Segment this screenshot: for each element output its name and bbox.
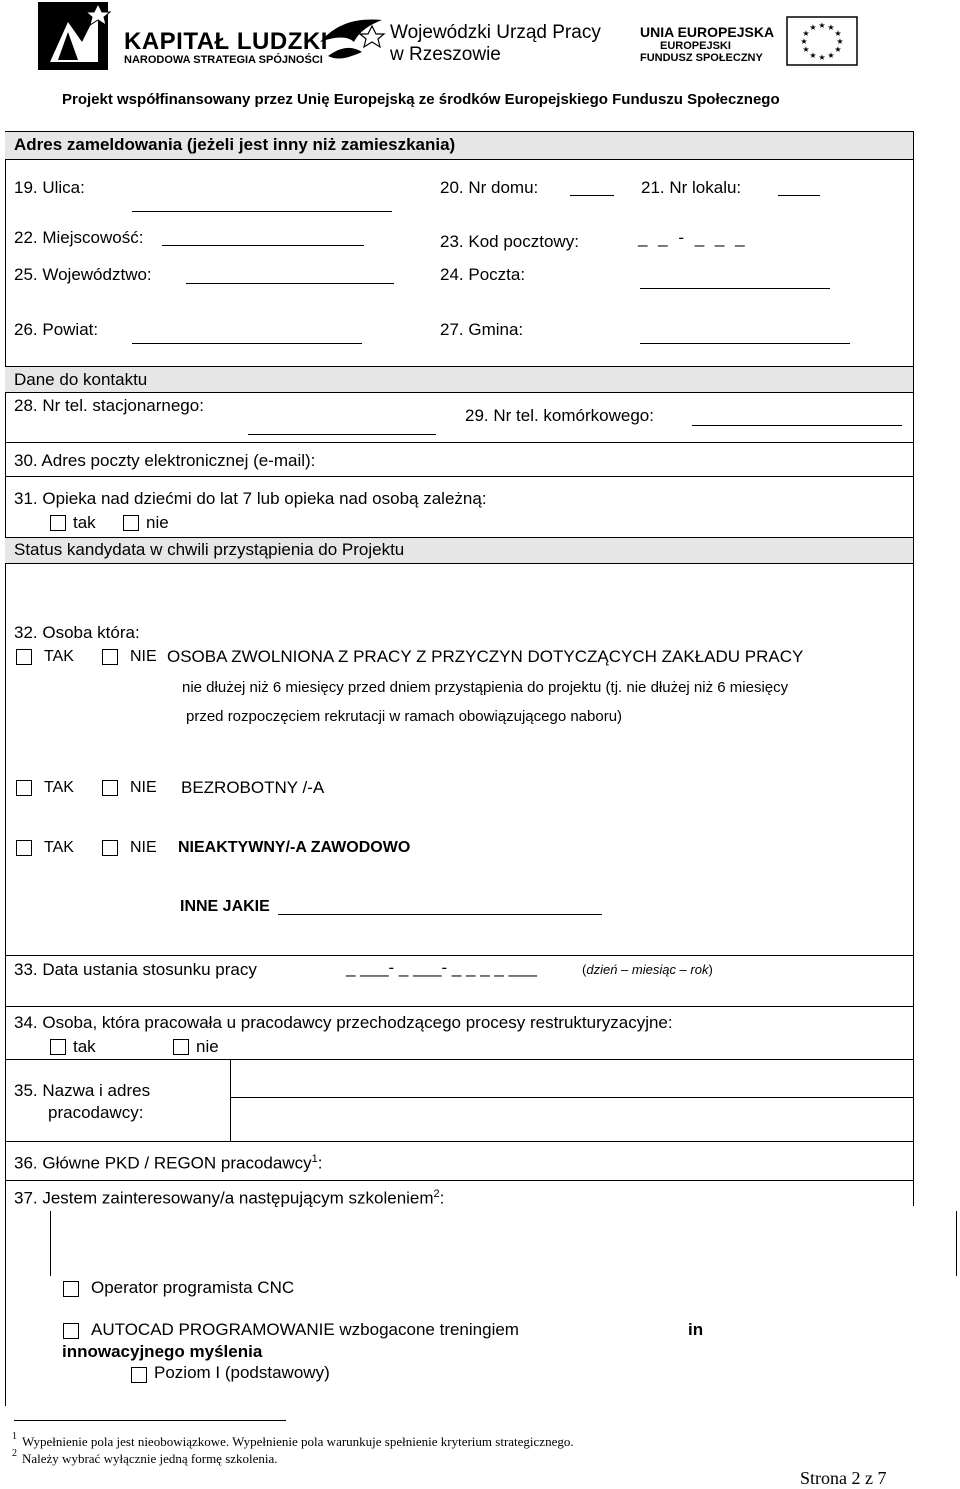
training-autocad-line2: innowacyjnego myślenia: [62, 1342, 263, 1361]
svg-text:★: ★: [834, 29, 842, 38]
section-title-contact: Dane do kontaktu: [14, 370, 148, 389]
training-autocad-line1: AUTOCAD PROGRAMOWANIE wzbogacone treningiem: [91, 1320, 519, 1339]
ue-line3: FUNDUSZ SPOŁECZNY: [640, 52, 763, 64]
inactive-yes-label: TAK: [44, 839, 74, 856]
divider: [5, 955, 913, 956]
restructuring-yes-checkbox[interactable]: [50, 1039, 66, 1055]
divider: [5, 476, 913, 477]
svg-text:★: ★: [818, 53, 826, 62]
label-county: 26. Powiat:: [14, 320, 99, 339]
inactive-yes-checkbox[interactable]: [16, 840, 32, 856]
svg-text:★: ★: [836, 37, 844, 46]
svg-text:★: ★: [818, 21, 826, 30]
voivodeship-field[interactable]: [186, 283, 394, 284]
training-cnc-label: Operator programista CNC: [91, 1278, 295, 1297]
unemployed-no-label: NIE: [130, 779, 157, 796]
label-person-who: 32. Osoba która:: [14, 623, 140, 642]
label-email: 30. Adres poczty elektronicznej (e-mail):: [14, 451, 316, 470]
ue-line1: UNIA EUROPEJSKA: [640, 24, 775, 40]
label-training-interest: 37. Jestem zainteresowany/a następującym szkoleniem$^2$:: [14, 1188, 445, 1208]
care-yes-checkbox[interactable]: [50, 515, 66, 531]
divider: [5, 442, 913, 443]
label-end-date: 33. Data ustania stosunku pracy: [14, 960, 257, 979]
label-restructuring: 34. Osoba, która pracowała u pracodawcy przechodzącego procesy restrukturyzacyjne:: [14, 1013, 673, 1032]
page-number: Strona 2 z 7: [800, 1468, 887, 1488]
section-title-address: Adres zameldowania (jeżeli jest inny niż zamieszkania): [14, 135, 456, 154]
svg-text:★: ★: [827, 51, 835, 60]
label-locality: 22. Miejscowość:: [14, 228, 144, 247]
svg-text:★: ★: [809, 51, 817, 60]
footnote-1-mark: 1: [12, 1431, 17, 1442]
label-commune: 27. Gmina:: [440, 320, 524, 339]
postcode-field[interactable]: _ _ - _ _ _: [638, 228, 748, 247]
care-yes-label: tak: [73, 513, 96, 532]
label-pkd-regon: 36. Główne PKD / REGON pracodawcy$^1$:: [14, 1153, 323, 1173]
other-field[interactable]: [278, 914, 602, 915]
label-street: 19. Ulica:: [14, 178, 85, 197]
svg-text:★: ★: [827, 23, 835, 32]
wup-name-line1: Wojewódzki Urząd Pracy: [390, 22, 601, 43]
ue-line2: EUROPEJSKI: [660, 40, 731, 52]
inactive-title: NIEAKTYWNY/-A ZAWODOWO: [178, 839, 411, 856]
training-left-bar: [50, 1211, 51, 1276]
eu-flag-icon: [786, 16, 858, 66]
commune-field[interactable]: [640, 343, 850, 344]
locality-field[interactable]: [162, 245, 364, 246]
dismissed-yes-label: TAK: [44, 648, 74, 665]
training-cnc-checkbox[interactable]: [63, 1281, 79, 1297]
dismissed-title: OSOBA ZWOLNIONA Z PRACY Z PRZYCZYN DOTYCZĄCYCH ZAKŁADU PRACY: [167, 647, 804, 666]
inactive-no-label: NIE: [130, 839, 157, 856]
wup-name-line2: w Rzeszowie: [390, 44, 501, 65]
date-format-hint: (dzień – miesiąc – rok): [582, 962, 713, 977]
post-office-field[interactable]: [640, 288, 830, 289]
project-cofinance-note: Projekt współfinansowany przez Unię Europejską ze środków Europejskiego Funduszu Społecznego: [62, 91, 780, 108]
unemployed-no-checkbox[interactable]: [102, 780, 118, 796]
label-landline: 28. Nr tel. stacjonarnego:: [14, 396, 204, 415]
other-label: INNE JAKIE: [180, 898, 270, 915]
end-date-field[interactable]: _ ___- _ ___- _ _ _ _ ___: [346, 958, 537, 977]
employer-field-line[interactable]: [230, 1097, 913, 1098]
employer-cell-divider: [230, 1059, 231, 1141]
form-left-border: [5, 131, 6, 1406]
restructuring-no-checkbox[interactable]: [173, 1039, 189, 1055]
svg-text:★: ★: [800, 37, 808, 46]
svg-text:★: ★: [809, 23, 817, 32]
divider: [5, 1180, 913, 1181]
inactive-no-checkbox[interactable]: [102, 840, 118, 856]
unemployed-yes-checkbox[interactable]: [16, 780, 32, 796]
restructuring-no-label: nie: [196, 1037, 219, 1056]
label-care: 31. Opieka nad dziećmi do lat 7 lub opieka nad osobą zależną:: [14, 489, 487, 508]
label-post-office: 24. Poczta:: [440, 265, 526, 284]
section-title-status: Status kandydata w chwili przystąpienia do Projektu: [14, 540, 405, 559]
divider: [5, 1006, 913, 1007]
care-no-checkbox[interactable]: [123, 515, 139, 531]
label-mobile: 29. Nr tel. komórkowego:: [465, 406, 654, 425]
dismissed-yes-checkbox[interactable]: [16, 649, 32, 665]
training-level1-checkbox[interactable]: [131, 1367, 147, 1383]
label-flat-no: 21. Nr lokalu:: [641, 178, 742, 197]
training-autocad-checkbox[interactable]: [63, 1323, 79, 1339]
kapital-ludzki-emblem: [38, 2, 118, 72]
label-house-no: 20. Nr domu:: [440, 178, 539, 197]
unemployed-yes-label: TAK: [44, 779, 74, 796]
mobile-field[interactable]: [692, 425, 902, 426]
footnote-2: Należy wybrać wyłącznie jedną formę szkolenia.: [22, 1451, 278, 1466]
kl-logo-title: KAPITAŁ LUDZKI: [124, 28, 328, 55]
divider: [5, 1059, 913, 1060]
label-voivodeship: 25. Województwo:: [14, 265, 152, 284]
flat-no-field[interactable]: [778, 195, 820, 196]
county-field[interactable]: [132, 343, 362, 344]
dismissed-no-label: NIE: [130, 648, 157, 665]
dismissed-note-line1: nie dłużej niż 6 miesięcy przed dniem przystąpienia do projektu (tj. nie dłużej niż 6 miesięcy: [182, 679, 789, 696]
landline-field[interactable]: [248, 434, 436, 435]
label-employer-line1: 35. Nazwa i adres: [14, 1081, 151, 1100]
restructuring-yes-label: tak: [73, 1037, 96, 1056]
footnote-2-mark: 2: [12, 1448, 17, 1459]
divider: [5, 1141, 913, 1142]
form-right-border-lower: [956, 1211, 957, 1276]
dismissed-no-checkbox[interactable]: [102, 649, 118, 665]
training-autocad-in: in: [688, 1320, 704, 1339]
footnote-separator: [14, 1420, 286, 1421]
house-no-field[interactable]: [570, 195, 614, 196]
footnote-1: Wypełnienie pola jest nieobowiązkowe. Wypełnienie pola warunkuje spełnienie kryterium strategicznego.: [22, 1434, 574, 1449]
training-level1-label: Poziom I (podstawowy): [154, 1363, 330, 1382]
dismissed-note-line2: przed rozpoczęciem rekrutacji w ramach obowiązującego naboru): [186, 708, 623, 725]
street-field[interactable]: [132, 211, 392, 212]
care-no-label: nie: [146, 513, 169, 532]
form-right-border: [913, 131, 914, 1206]
svg-text:★: ★: [834, 45, 842, 54]
wup-bird-icon: [318, 12, 388, 72]
label-postcode: 23. Kod pocztowy:: [440, 232, 579, 251]
kl-logo-subtitle: NARODOWA STRATEGIA SPÓJNOŚCI: [124, 54, 323, 66]
svg-text:★: ★: [802, 45, 810, 54]
unemployed-title: BEZROBOTNY /-A: [181, 778, 325, 797]
svg-text:★: ★: [802, 29, 810, 38]
label-employer-line2: pracodawcy:: [48, 1103, 144, 1122]
